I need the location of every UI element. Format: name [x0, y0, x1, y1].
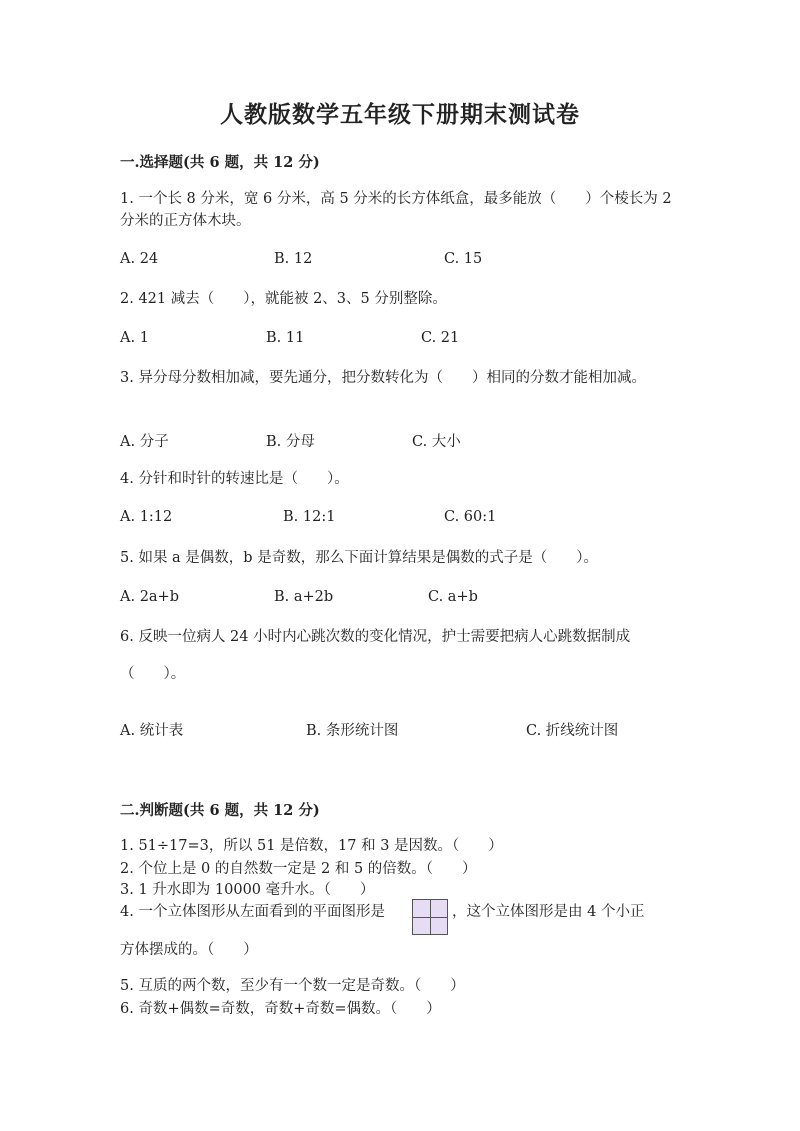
- option-b: B. 12:1: [283, 509, 336, 525]
- question-text: 3. 异分母分数相加减，要先通分，把分数转化为（ ）相同的分数才能相加减。: [120, 370, 646, 386]
- judgement-item-continuation: ，这个立体图形是由 4 个小正: [452, 904, 645, 920]
- section-heading-choice: 一.选择题(共 6 题，共 12 分): [120, 154, 320, 171]
- option-a: A. 1: [120, 330, 149, 346]
- page-title: 人教版数学五年级下册期末测试卷: [220, 101, 580, 128]
- option-a: A. 1:12: [120, 509, 173, 525]
- option-b: B. a+2b: [274, 589, 334, 605]
- option-b: B. 12: [274, 251, 313, 267]
- question-text: 2. 421 减去（ ），就能被 2、3、5 分别整除。: [120, 291, 447, 307]
- option-a: A. 24: [120, 251, 159, 267]
- question-text: 6. 反映一位病人 24 小时内心跳次数的变化情况，护士需要把病人心跳数据制成: [120, 629, 631, 645]
- question-text: 5. 如果 a 是偶数，b 是奇数，那么下面计算结果是偶数的式子是（ ）。: [120, 550, 598, 566]
- left-view-grid-figure: [412, 899, 448, 935]
- judgement-item: 1. 51÷17=3，所以 51 是倍数，17 和 3 是因数。（ ）: [120, 838, 503, 854]
- judgement-item: 3. 1 升水即为 10000 毫升水。（ ）: [120, 882, 375, 898]
- judgement-item: 4. 一个立体图形从左面看到的平面图形是: [120, 904, 385, 920]
- option-b: B. 11: [266, 330, 305, 346]
- option-c: C. a+b: [428, 589, 478, 605]
- section-heading-judgement: 二.判断题(共 6 题，共 12 分): [120, 802, 320, 819]
- option-c: C. 15: [444, 251, 483, 267]
- option-c: C. 大小: [412, 434, 461, 450]
- option-c: C. 60:1: [444, 509, 497, 525]
- question-text: 4. 分针和时针的转速比是（ ）。: [120, 471, 349, 487]
- judgement-item: 6. 奇数+偶数=奇数，奇数+奇数=偶数。（ ）: [120, 1001, 441, 1017]
- option-c: C. 21: [421, 330, 460, 346]
- question-text-continuation: （ ）。: [120, 666, 186, 682]
- judgement-item: 2. 个位上是 0 的自然数一定是 2 和 5 的倍数。（ ）: [120, 861, 477, 877]
- question-text: 1. 一个长 8 分米，宽 6 分米，高 5 分米的长方体纸盒，最多能放（ ）个棱长为 2 分米的正方体木块。: [120, 191, 672, 229]
- judgement-item: 5. 互质的两个数，至少有一个数一定是奇数。（ ）: [120, 978, 465, 994]
- option-a: A. 2a+b: [120, 589, 179, 605]
- option-b: B. 分母: [266, 434, 315, 450]
- option-c: C. 折线统计图: [526, 723, 619, 739]
- judgement-item-continuation: 方体摆成的。（ ）: [120, 942, 258, 958]
- option-b: B. 条形统计图: [306, 723, 399, 739]
- option-a: A. 分子: [120, 434, 169, 450]
- option-a: A. 统计表: [120, 723, 184, 739]
